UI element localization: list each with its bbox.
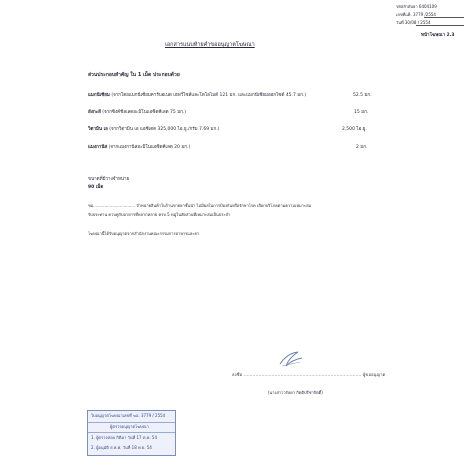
section-heading: ส่วนประกอบสำคัญ ใน 1 เม็ด ประกอบด้วย xyxy=(88,72,180,78)
ingredient-detail: (จากแมงกานีสอะมิโนแอซิดคีเลต 20 มก.) xyxy=(108,145,191,150)
ingredient-detail: (จากซิงค์ชีลเลตอะมิโนแอซิดคีเลต 75 มก.) xyxy=(102,110,187,115)
approval-stamp xyxy=(87,410,176,456)
stamp-reviewer-row: 1. ผู้ตรวจสอบ กิติมา วันที่ 17 ต.ค. 54 xyxy=(91,435,158,440)
stamp-license-number: ใบอนุญาตโฆษณาเลขที่ ฆอ. 3779 / 2554 xyxy=(91,413,166,418)
stamp-divider xyxy=(88,422,175,423)
ingredient-item xyxy=(88,128,219,133)
stamp-divider xyxy=(88,432,175,433)
page-label: หน้าโฆษณา 2.3 xyxy=(421,33,455,38)
ingredient-amount: 52.5 มก. xyxy=(353,93,372,98)
ingredient-detail: (จากวิตามิน เอ แอซีเตต 325,000 ไอ.ยู./กรัม 7.69 มก.) xyxy=(109,127,220,132)
document-title: เอกสารแนบท้ายคำขออนุญาตโฆษณา xyxy=(165,42,255,48)
signature-line: ลงชื่อ ................................................................................ ผู้ขออนุญาต xyxy=(232,372,386,377)
ingredient-name: สังกะสี xyxy=(88,110,101,115)
body-text-line-1: ขอ................................. จำหน่ายสินค้าในร้านขายยาชั้นนำ ไม่มีผลในการป้องกันหรือรักษาโรค เลือกบริโภคตามความเหมาะสม xyxy=(88,203,312,208)
reference-date: วันที่ 30/08 / 2554 xyxy=(396,20,431,25)
package-label: ขนาดที่มีวางจำหน่าย xyxy=(88,177,130,182)
stamp-approver-row: 2. ผู้อนุมัติ ส.พ.ศ. วันที่ 18 พ.ย. 54 xyxy=(91,445,152,450)
reference-underline xyxy=(424,17,464,18)
ingredient-name: วิตามิน เอ xyxy=(88,127,108,132)
body-text-line-2: รับประทาน ควบคู่กับอาหารที่หลากหลาย ครบ 5 หมู่ในสัดส่วนที่เหมาะสมเป็นประจำ xyxy=(88,212,231,217)
ingredient-amount: 2 มก. xyxy=(356,145,368,150)
ingredient-item xyxy=(88,111,186,116)
stamp-reviewer-heading: ผู้ตรวจอนุญาตโฆษณา xyxy=(110,424,149,429)
ingredient-amount: 2,500 ไอ.ยู. xyxy=(342,127,367,132)
reference-number: รหัสลำดับยา 6404109 xyxy=(396,4,437,9)
reference-block xyxy=(366,3,470,29)
signature-mark xyxy=(278,350,304,368)
package-size: 90 เม็ด xyxy=(88,185,104,190)
reference-underline xyxy=(416,25,464,26)
ingredient-name: แมกนีเซียม xyxy=(88,93,110,98)
reference-registration: เลขที่แค็. 3779 /2554 xyxy=(396,12,436,17)
approval-text: โฆษณานี้ได้รับอนุญาตจากสำนักงานคณะกรรมการอาหารและยา xyxy=(88,231,200,236)
ingredient-item xyxy=(88,146,190,151)
signatory-name: (นางสาววรัลดา กิตติปรีชากิตติ์) xyxy=(268,390,323,395)
ingredient-item xyxy=(88,94,306,99)
ingredient-amount: 15 มก. xyxy=(354,110,369,115)
ingredient-detail: (จากโดยแมกนีเซียมคาร์บอเนต เฮฟวี่ไซส์และโดโลไมต์ 121 มก. และแมกนีเซียมออกไซด์ 45.7 มก.) xyxy=(111,93,307,98)
ingredient-name: แมงกานีส xyxy=(88,145,108,150)
